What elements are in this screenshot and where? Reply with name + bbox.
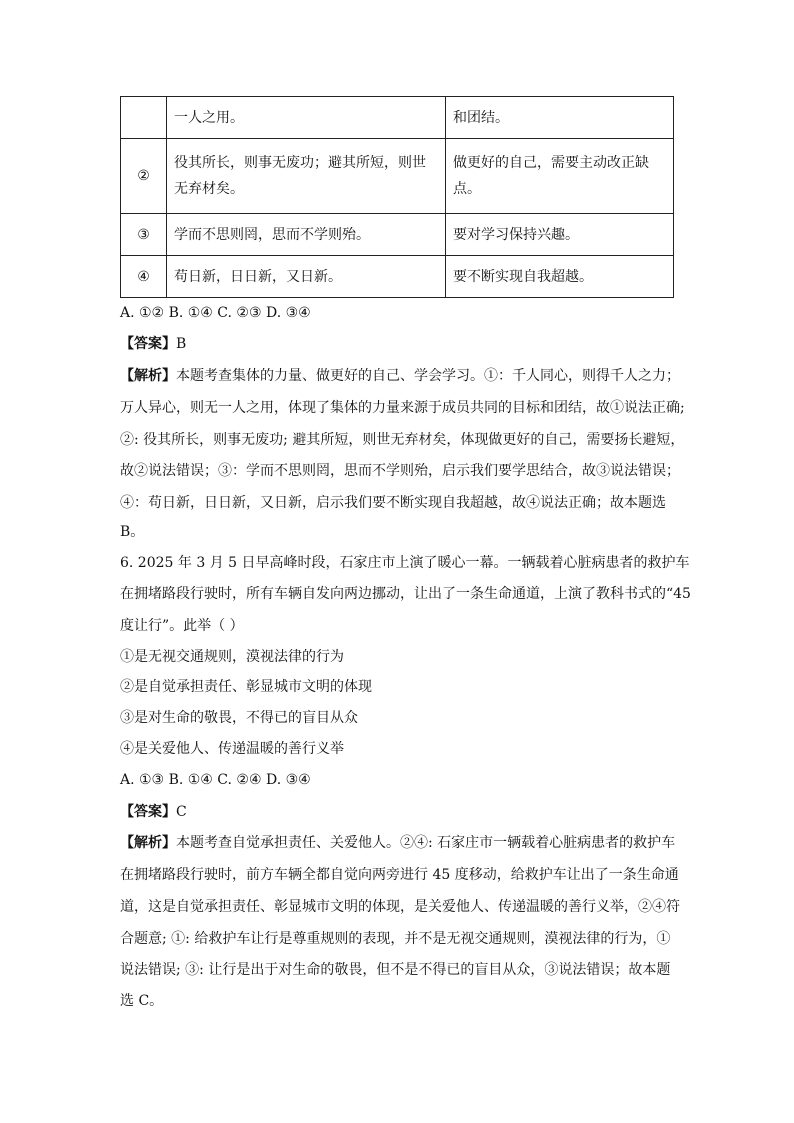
- q5-analysis-line: 【解析】本题考查集体的力量、做更好的自己、学会学习。①：千人同心，则得千人之力；: [120, 368, 680, 384]
- row-meaning: 做更好的自己，需要主动改正缺点。: [446, 139, 674, 214]
- q5-analysis-line: 万人异心，则无一人之用，体现了集体的力量来源于成员共同的目标和团结，故①说法正确;: [120, 400, 685, 416]
- row-number: ②: [121, 139, 167, 214]
- q5-analysis-line: 故②说法错误；③：学而不思则罔，思而不学则殆，启示我们要学思结合，故③说法错误；: [120, 463, 680, 479]
- row-meaning: 要不断实现自我超越。: [446, 256, 674, 298]
- q6-stem-line: 6. 2025 年 3 月 5 日早高峰时段，石家庄市上演了暖心一幕。一辆载着心脏病患者的救护车: [120, 555, 690, 571]
- q6-statement: ④是关爱他人、传递温暖的善行义举: [120, 741, 344, 757]
- q6-stem-line: 在拥堵路段行驶时，所有车辆自发向两边挪动，让出了一条生命通道，上演了教科书式的“45: [120, 586, 691, 602]
- row-meaning: 要对学习保持兴趣。: [446, 214, 674, 256]
- q6-analysis-line: 道，这是自觉承担责任、彰显城市文明的体现，是关爱他人、传递温暖的善行义举，②④符: [120, 899, 680, 915]
- q5-options: A. ①② B. ①④ C. ②③ D. ③④: [120, 305, 311, 321]
- row-text: 苟日新，日日新，又日新。: [167, 256, 446, 298]
- q6-analysis-line: 【解析】本题考查自觉承担责任、关爱他人。②④: 石家庄市一辆载着心脏病患者的救护车: [120, 835, 676, 851]
- row-number: [121, 97, 167, 139]
- row-text: 学而不思则罔，思而不学则殆。: [167, 214, 446, 256]
- answer-value: C: [176, 804, 187, 820]
- q6-statement: ②是自觉承担责任、彰显城市文明的体现: [120, 679, 372, 695]
- q6-statement: ③是对生命的敬畏，不得已的盲目从众: [120, 710, 358, 726]
- q5-analysis-line: B。: [120, 524, 145, 540]
- analysis-label: 【解析】: [120, 368, 176, 384]
- q6-stem-line: 度让行”。此举（ ）: [120, 618, 244, 634]
- table-row: [121, 256, 674, 298]
- q6-analysis-line: 选 C。: [120, 993, 164, 1009]
- row-meaning: 和团结。: [446, 97, 674, 139]
- row-number: ③: [121, 214, 167, 256]
- answer-label: 【答案】: [120, 804, 176, 820]
- table-row: [121, 139, 674, 214]
- answer-value: B: [176, 336, 187, 352]
- row-text: 一人之用。: [167, 97, 446, 139]
- analysis-label: 【解析】: [120, 835, 176, 851]
- q5-analysis-line: ②: 役其所长，则事无废功; 避其所短，则世无弃材矣，体现做更好的自己，需要扬长避短，: [120, 432, 685, 448]
- table-row: [121, 97, 674, 139]
- q6-answer: [120, 802, 187, 822]
- row-text: 役其所长，则事无废功；避其所短，则世无弃材矣。: [167, 139, 446, 214]
- row-number: ④: [121, 256, 167, 298]
- q5-answer: [120, 334, 186, 354]
- q6-analysis-line: 说法错误; ③: 让行是出于对生命的敬畏，但不是不得已的盲目从众，③说法错误；故本题: [120, 962, 671, 978]
- options-table: [120, 96, 674, 298]
- table-row: [121, 214, 674, 256]
- q6-statement: ①是无视交通规则，漠视法律的行为: [120, 649, 344, 665]
- q6-analysis-line: 合题意; ①: 给救护车让行是尊重规则的表现，并不是无视交通规则，漠视法律的行为，①: [120, 931, 671, 947]
- q6-options: A. ①③ B. ①④ C. ②④ D. ③④: [120, 772, 311, 788]
- q5-analysis-line: ④：苟日新，日日新，又日新，启示我们要不断实现自我超越，故④说法正确；故本题选: [120, 495, 666, 511]
- answer-label: 【答案】: [120, 336, 176, 352]
- q6-analysis-line: 在拥堵路段行驶时，前方车辆全都自觉向两旁进行 45 度移动，给救护车让出了一条生命通: [120, 867, 679, 883]
